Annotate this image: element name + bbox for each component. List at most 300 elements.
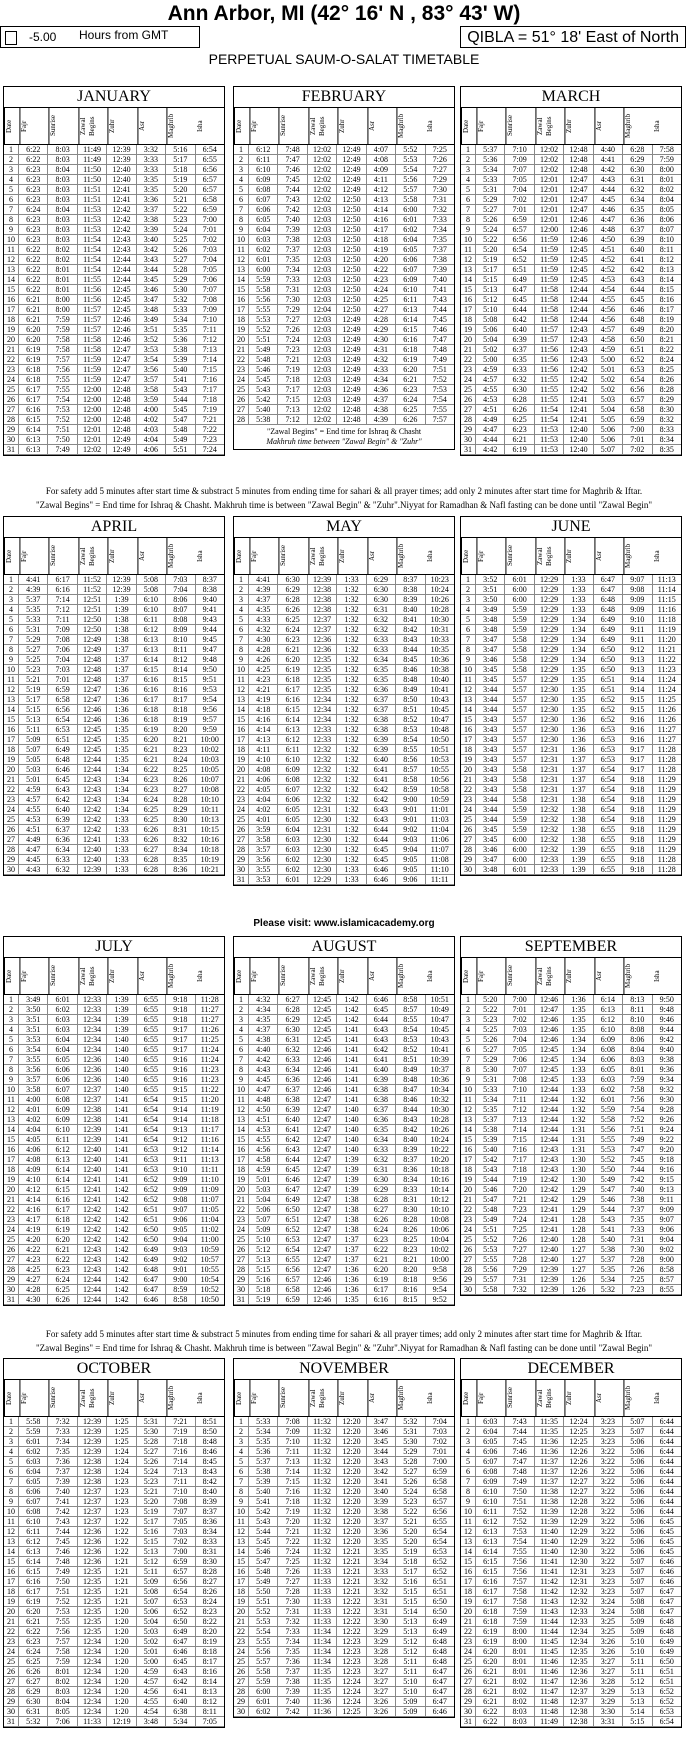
table-cell: 11:32	[308, 1497, 337, 1506]
table-cell: 1:38	[564, 805, 593, 814]
table-cell: 6:17	[48, 575, 77, 584]
table-cell: 6:43	[367, 1025, 396, 1034]
table-row	[234, 1265, 454, 1275]
table-cell: 30	[461, 865, 476, 874]
table-cell: 9	[461, 225, 476, 234]
table-cell: 8:31	[166, 825, 195, 834]
table-row	[4, 1437, 224, 1447]
table-cell: 7:03	[505, 1025, 534, 1034]
table-cell: 18	[461, 1165, 476, 1174]
table-row	[461, 345, 681, 355]
table-cell: 5:57	[505, 755, 534, 764]
table-cell: 1:32	[337, 625, 366, 634]
table-cell: 11:44	[535, 1627, 564, 1636]
table-cell: 11:32	[308, 1537, 337, 1546]
table-row	[461, 1175, 681, 1185]
table-cell: 7:23	[623, 1285, 652, 1294]
table-cell: 5:01	[137, 1647, 166, 1656]
table-cell: 5:12	[623, 1677, 652, 1686]
table-cell: 11:33	[308, 1577, 337, 1586]
table-cell: 8:46	[396, 1095, 425, 1104]
table-cell: 7:22	[202, 425, 217, 434]
table-cell: 6:34	[278, 1065, 307, 1074]
table-cell: 6:50	[623, 335, 652, 344]
column-header: Zawal Begins	[78, 108, 107, 144]
table-cell: 7:11	[278, 1447, 307, 1456]
table-cell: 1:34	[564, 635, 593, 644]
table-cell: 5:06	[623, 1487, 652, 1496]
table-cell: 9:16	[166, 1055, 195, 1064]
table-cell: 6:19	[19, 345, 48, 354]
table-cell: 10	[4, 1507, 19, 1516]
table-cell: 1:32	[337, 705, 366, 714]
table-cell: 9:05	[396, 855, 425, 864]
table-cell: 18	[461, 315, 476, 324]
table-cell: 5	[461, 185, 476, 194]
table-row	[4, 1657, 224, 1667]
table-cell: 3:48	[137, 1717, 166, 1726]
table-cell: 11:22	[200, 1085, 219, 1094]
table-cell: 6:58	[48, 695, 77, 704]
table-cell: 26	[4, 1667, 19, 1676]
table-cell: 17	[461, 305, 476, 314]
table-cell: 6:00	[396, 205, 425, 214]
table-cell: 12:50	[337, 285, 366, 294]
table-cell: 1:34	[107, 805, 136, 814]
table-cell: 12:49	[337, 375, 366, 384]
table-cell: 5	[4, 1457, 19, 1466]
table-cell: 3:39	[367, 1497, 396, 1506]
table-cell: 8:56	[396, 755, 425, 764]
table-cell: 12:46	[107, 325, 136, 334]
qibla-direction: QIBLA = 51° 18' East of North	[460, 26, 686, 48]
table-cell: 12:35	[564, 1657, 593, 1666]
table-cell: 4:39	[367, 415, 396, 424]
table-row	[234, 225, 454, 235]
table-cell: 6:22	[367, 1245, 396, 1254]
column-header: Zawal Begins	[308, 538, 337, 574]
table-cell: 7:24	[278, 335, 307, 344]
table-cell: 17	[4, 305, 19, 314]
table-cell: 7:33	[48, 1427, 77, 1436]
table-cell: 6:52	[594, 695, 623, 704]
table-cell: 7:51	[505, 1497, 534, 1506]
table-cell: 12:20	[337, 1437, 366, 1446]
table-cell: 20	[4, 1607, 19, 1616]
table-cell: 4:38	[249, 1035, 278, 1044]
table-row	[4, 375, 224, 385]
table-cell: 6:44	[367, 835, 396, 844]
table-cell: 4:23	[249, 675, 278, 684]
table-cell: 6:02	[48, 1005, 77, 1014]
table-cell: 3	[234, 1437, 249, 1446]
table-cell: 6:47	[594, 575, 623, 584]
table-cell: 27	[4, 1255, 19, 1264]
table-cell: 6:09	[278, 765, 307, 774]
table-cell: 1:32	[337, 775, 366, 784]
table-cell: 12:22	[337, 1627, 366, 1636]
table-cell: 5:10	[623, 1637, 652, 1646]
table-cell: 1:38	[564, 815, 593, 824]
table-cell: 20	[461, 765, 476, 774]
table-row	[4, 1527, 224, 1537]
table-cell: 8	[234, 215, 249, 224]
table-row	[461, 235, 681, 245]
column-header: Zawal Begins	[535, 958, 564, 994]
table-cell: 12:47	[564, 205, 593, 214]
table-row	[234, 345, 454, 355]
table-cell: 6:41	[367, 775, 396, 784]
table-cell: 6:21	[476, 1677, 505, 1686]
table-cell: 9:10	[623, 615, 652, 624]
table-cell: 12:37	[78, 1497, 107, 1506]
table-row	[234, 385, 454, 395]
table-cell: 5:31	[476, 1075, 505, 1084]
table-cell: 2	[4, 1005, 19, 1014]
table-cell: 11:35	[308, 1687, 337, 1696]
table-cell: 12:03	[308, 275, 337, 284]
table-cell: 4:37	[249, 595, 278, 604]
table-cell: 5:32	[19, 1717, 48, 1726]
table-cell: 6:42	[367, 795, 396, 804]
table-cell: 6:58	[432, 1477, 447, 1486]
table-cell: 8:00	[48, 305, 77, 314]
table-cell: 7:57	[48, 355, 77, 364]
table-cell: 6:02	[396, 225, 425, 234]
table-cell: 5:58	[249, 1667, 278, 1676]
table-cell: 12:30	[535, 715, 564, 724]
table-cell: 12:30	[535, 695, 564, 704]
table-cell: 12:45	[564, 245, 593, 254]
table-cell: 1:32	[337, 785, 366, 794]
table-cell: 12:35	[564, 1647, 593, 1656]
table-cell: 7:39	[48, 1477, 77, 1486]
table-cell: 3:29	[367, 1637, 396, 1646]
table-row	[4, 1045, 224, 1055]
table-cell: 8:42	[396, 1125, 425, 1134]
table-cell: 6:50	[594, 665, 623, 674]
table-cell: 6:47	[659, 1587, 674, 1596]
table-cell: 1:34	[564, 655, 593, 664]
table-cell: 3:57	[19, 1075, 48, 1084]
table-row	[4, 865, 224, 875]
table-cell: 6:11	[19, 1527, 48, 1536]
table-cell: 12	[234, 685, 249, 694]
table-cell: 31	[461, 445, 476, 454]
table-cell: 6:51	[623, 345, 652, 354]
table-cell: 7:19	[166, 1427, 195, 1436]
table-cell: 9:09	[623, 595, 652, 604]
table-cell: 8:36	[166, 865, 195, 874]
table-cell: 7	[4, 1055, 19, 1064]
table-row	[234, 1045, 454, 1055]
table-cell: 6:54	[594, 785, 623, 794]
table-cell: 6:58	[202, 195, 217, 204]
table-cell: 9:13	[659, 1185, 674, 1194]
table-row	[4, 1717, 224, 1727]
table-cell: 12:41	[78, 835, 107, 844]
table-cell: 7:33	[432, 215, 447, 224]
table-cell: 12:39	[535, 1265, 564, 1274]
table-cell: 13	[4, 265, 19, 274]
table-cell: 7:56	[48, 365, 77, 374]
table-cell: 1:33	[107, 865, 136, 874]
table-row	[4, 745, 224, 755]
table-cell: 9:57	[202, 715, 217, 724]
table-cell: 9:24	[659, 1125, 674, 1134]
table-cell: 7:37	[278, 245, 307, 254]
table-cell: 6:51	[659, 1677, 674, 1686]
table-cell: 6:02	[249, 245, 278, 254]
table-cell: 8:06	[166, 595, 195, 604]
table-cell: 1:27	[564, 1245, 593, 1254]
table-cell: 7:45	[505, 1437, 534, 1446]
table-cell: 7:41	[48, 1497, 77, 1506]
table-row	[234, 1517, 454, 1527]
table-cell: 6:10	[476, 1497, 505, 1506]
table-cell: 3:44	[476, 795, 505, 804]
table-cell: 6:20	[396, 365, 425, 374]
table-row	[461, 715, 681, 725]
column-header: Zuhr	[107, 958, 136, 994]
table-cell: 7:49	[48, 1567, 77, 1576]
table-cell: 11:28	[657, 755, 676, 764]
table-cell: 25	[234, 1657, 249, 1666]
table-cell: 11:26	[657, 715, 676, 724]
table-cell: 5:59	[249, 1677, 278, 1686]
table-cell: 7:05	[505, 175, 534, 184]
table-cell: 28	[234, 1687, 249, 1696]
table-row	[4, 645, 224, 655]
table-cell: 17	[234, 1155, 249, 1164]
table-cell: 1	[461, 575, 476, 584]
table-cell: 9:04	[396, 845, 425, 854]
table-cell: 5:16	[396, 1577, 425, 1586]
table-cell: 4	[461, 175, 476, 184]
table-cell: 12:31	[564, 1577, 593, 1586]
table-cell: 6	[234, 1467, 249, 1476]
table-cell: 1:39	[564, 855, 593, 864]
table-cell: 5:43	[476, 1165, 505, 1174]
table-cell: 12:47	[308, 1255, 337, 1264]
table-cell: 5:09	[19, 735, 48, 744]
table-row	[234, 665, 454, 675]
table-cell: 8:13	[202, 1687, 217, 1696]
table-cell: 9:07	[623, 575, 652, 584]
table-cell: 22	[461, 355, 476, 364]
table-row	[4, 1145, 224, 1155]
table-cell: 7:08	[202, 295, 217, 304]
table-cell: 8:45	[396, 655, 425, 664]
table-row	[234, 995, 454, 1005]
table-cell: 6:41	[367, 765, 396, 774]
table-cell: 6:59	[48, 685, 77, 694]
table-cell: 6:29	[278, 585, 307, 594]
table-cell: 6:28	[505, 395, 534, 404]
table-cell: 7	[4, 205, 19, 214]
table-cell: 10:02	[430, 1245, 449, 1254]
month-name: MAY	[234, 517, 454, 538]
table-cell: 21	[234, 345, 249, 354]
table-cell: 2	[4, 585, 19, 594]
table-cell: 1:20	[107, 1617, 136, 1626]
table-cell: 6:10	[476, 1487, 505, 1496]
table-cell: 1:39	[564, 845, 593, 854]
table-cell: 12:49	[337, 145, 366, 154]
table-cell: 18	[461, 1587, 476, 1596]
table-cell: 7:17	[278, 385, 307, 394]
table-cell: 3:23	[594, 1437, 623, 1446]
table-cell: 12:03	[308, 395, 337, 404]
table-cell: 6:26	[367, 1215, 396, 1224]
table-cell: 12:37	[308, 615, 337, 624]
column-header: Date	[4, 538, 19, 574]
table-cell: 5:48	[166, 425, 195, 434]
table-row	[4, 1035, 224, 1045]
table-cell: 12:39	[107, 155, 136, 164]
table-cell: 12:35	[78, 1617, 107, 1626]
table-cell: 11:41	[535, 1567, 564, 1576]
table-cell: 5:07	[19, 745, 48, 754]
table-cell: 21	[461, 1617, 476, 1626]
table-cell: 12:45	[107, 305, 136, 314]
table-cell: 12:43	[564, 355, 593, 364]
table-row	[234, 655, 454, 665]
table-cell: 3:53	[19, 1035, 48, 1044]
table-cell: 8:42	[396, 625, 425, 634]
table-cell: 6:15	[476, 1567, 505, 1576]
column-headers	[4, 538, 224, 575]
table-cell: 5:03	[137, 1627, 166, 1636]
table-cell: 12:46	[564, 225, 593, 234]
month-name: JANUARY	[4, 87, 224, 108]
table-cell: 8:15	[166, 675, 195, 684]
table-cell: 10:52	[200, 1285, 219, 1294]
column-header: Date	[4, 1380, 19, 1416]
table-cell: 6:13	[278, 725, 307, 734]
table-row	[461, 1437, 681, 1447]
table-cell: 12:49	[337, 345, 366, 354]
table-cell: 1:39	[337, 1175, 366, 1184]
table-cell: 5:21	[396, 1517, 425, 1526]
table-cell: 6:59	[432, 1467, 447, 1476]
table-cell: 5:39	[166, 355, 195, 364]
table-cell: 12:38	[308, 605, 337, 614]
table-cell: 12:00	[78, 405, 107, 414]
table-cell: 11:55	[535, 375, 564, 384]
table-cell: 18	[4, 745, 19, 754]
table-cell: 6:09	[396, 275, 425, 284]
table-cell: 5:57	[505, 685, 534, 694]
table-cell: 12:34	[78, 1657, 107, 1666]
table-cell: 12:29	[535, 605, 564, 614]
table-cell: 5:12	[249, 1245, 278, 1254]
table-cell: 3:50	[476, 595, 505, 604]
table-cell: 4	[234, 605, 249, 614]
table-cell: 12	[4, 1527, 19, 1536]
table-cell: 6:53	[594, 745, 623, 754]
table-cell: 4:43	[19, 865, 48, 874]
table-cell: 1:41	[107, 1165, 136, 1174]
column-header: Fajr	[19, 1380, 48, 1416]
table-cell: 6:33	[48, 855, 77, 864]
table-row	[461, 1025, 681, 1035]
table-cell: 1:37	[107, 645, 136, 654]
table-cell: 7:51	[623, 1125, 652, 1134]
table-cell: 11	[4, 245, 19, 254]
table-cell: 6:21	[476, 1697, 505, 1706]
table-cell: 5:40	[249, 1487, 278, 1496]
table-cell: 11:04	[430, 825, 449, 834]
table-cell: 6:03	[278, 835, 307, 844]
table-cell: 1:42	[107, 1245, 136, 1254]
table-cell: 12:50	[337, 215, 366, 224]
table-cell: 12	[461, 255, 476, 264]
table-cell: 8:53	[396, 725, 425, 734]
table-cell: 7:10	[278, 1437, 307, 1446]
table-cell: 5:59	[505, 625, 534, 634]
table-cell: 6:25	[137, 815, 166, 824]
table-cell: 6:45	[367, 1005, 396, 1014]
table-cell: 11:29	[657, 775, 676, 784]
table-cell: 6:28	[278, 1005, 307, 1014]
table-cell: 11:59	[78, 355, 107, 364]
month-table-february	[233, 86, 455, 450]
table-cell: 8	[461, 215, 476, 224]
table-cell: 6:18	[137, 715, 166, 724]
table-cell: 10	[4, 1085, 19, 1094]
table-cell: 1:28	[564, 1235, 593, 1244]
website-link[interactable]: Please visit: www.islamicacademy.org	[253, 918, 435, 929]
column-header: Zawal Begins	[78, 958, 107, 994]
table-row	[234, 865, 454, 875]
table-cell: 7:06	[48, 1717, 77, 1726]
table-cell: 6:12	[594, 1015, 623, 1024]
table-cell: 8:37	[396, 1155, 425, 1164]
table-row	[461, 1075, 681, 1085]
table-cell: 1:41	[107, 1105, 136, 1114]
table-cell: 5:22	[476, 235, 505, 244]
table-cell: 5:15	[476, 275, 505, 284]
table-cell: 6:55	[432, 1517, 447, 1526]
table-cell: 8:58	[166, 1295, 195, 1304]
table-cell: 6:56	[432, 1507, 447, 1516]
table-cell: 6:04	[249, 225, 278, 234]
table-cell: 12:44	[535, 1125, 564, 1134]
table-cell: 5:11	[137, 1567, 166, 1576]
column-header: Zawal Begins	[78, 1380, 107, 1416]
table-cell: 3:31	[367, 1607, 396, 1616]
table-cell: 11:45	[535, 1637, 564, 1646]
table-cell: 12:03	[308, 235, 337, 244]
table-cell: 10:41	[430, 1045, 449, 1054]
table-row	[234, 1567, 454, 1577]
table-cell: 10:05	[200, 765, 219, 774]
table-cell: 7:16	[278, 1487, 307, 1496]
table-row	[461, 615, 681, 625]
table-cell: 6:02	[19, 1447, 48, 1456]
table-row	[4, 395, 224, 405]
table-row	[4, 325, 224, 335]
table-cell: 12	[461, 685, 476, 694]
table-cell: 10:48	[430, 725, 449, 734]
table-cell: 7:48	[432, 345, 447, 354]
table-cell: 8:31	[396, 1195, 425, 1204]
table-cell: 1:38	[337, 1205, 366, 1214]
table-cell: 6:32	[367, 625, 396, 634]
table-cell: 7:33	[278, 1627, 307, 1636]
table-cell: 6:40	[367, 1065, 396, 1074]
